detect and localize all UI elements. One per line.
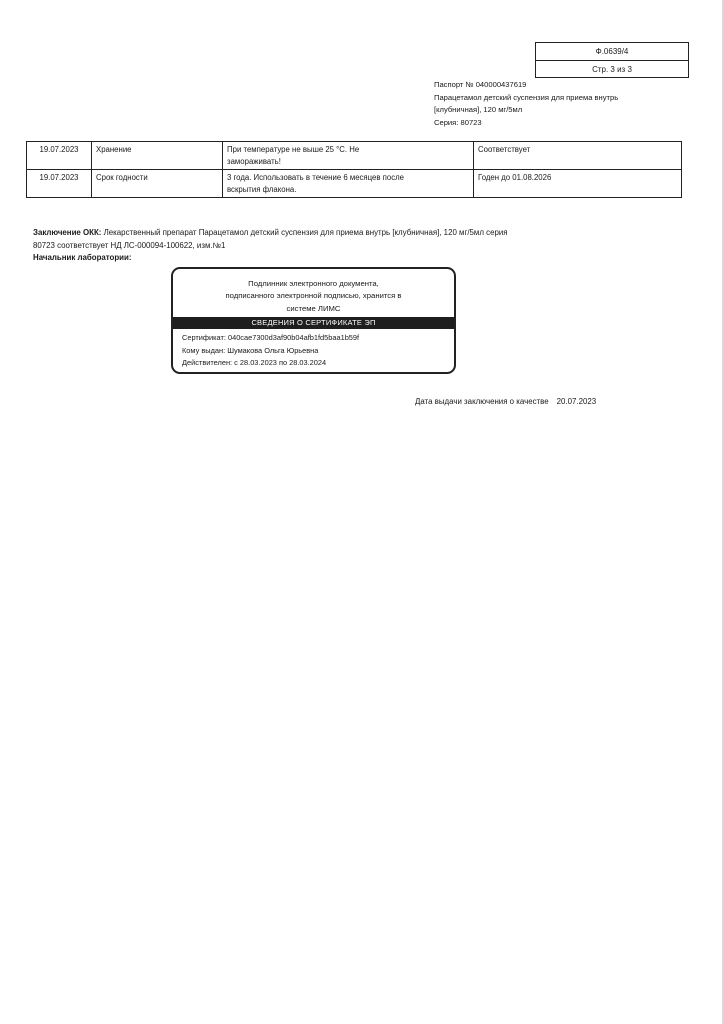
passport-number: Паспорт № 040000437619 [434, 80, 527, 89]
series: Серия: 80723 [434, 117, 482, 127]
stamp-line3: системе ЛИМС [286, 303, 341, 313]
conclusion-line1 [33, 227, 593, 240]
lab-head-label: Начальник лаборатории: [33, 253, 132, 262]
row-parameter: Срок годности [92, 170, 223, 198]
cert-label: Сертификат: [182, 333, 226, 342]
row-requirement [223, 170, 474, 198]
table-row [27, 142, 682, 170]
issue-label: Дата выдачи заключения о качестве [415, 397, 549, 406]
conclusion-text-line1: Лекарственный препарат Парацетамол детский суспензия для приема внутрь [клубничная], 120 мг/5мл серия [101, 228, 508, 237]
page-indicator: Стр. 3 из 3 [536, 60, 688, 78]
passport-info [434, 79, 618, 129]
conclusion [33, 227, 593, 252]
requirement-line1: 3 года. Использовать в течение 6 месяцев после [227, 173, 405, 182]
issue-date: 20.07.2023 [556, 397, 597, 406]
valid-row [182, 357, 359, 370]
signature-stamp [171, 267, 456, 374]
row-date: 19.07.2023 [27, 170, 92, 198]
stamp-details [182, 332, 359, 370]
row-result: Годен до 01.08.2026 [474, 170, 682, 198]
issued-to-label: Кому выдан: [182, 345, 226, 355]
row-parameter: Хранение [92, 142, 223, 170]
row-date: 19.07.2023 [27, 142, 92, 170]
requirement-line2: вскрытия флакона. [227, 184, 297, 194]
product-name-line2: [клубничная], 120 мг/5мл [434, 105, 523, 114]
conclusion-text-line2: 80723 соответствует НД ЛС-000094-100622, изм.№1 [33, 240, 226, 250]
form-code: Ф.0639/4 [595, 47, 629, 56]
product-name-line1: Парацетамол детский суспензия для приема внутрь [434, 92, 619, 102]
issued-to-value: Шумакова Ольга Юрьевна [227, 345, 319, 355]
form-code-box [535, 42, 689, 78]
table-row [27, 170, 682, 198]
row-result: Соответствует [474, 142, 682, 170]
valid-label: Действителен: [182, 358, 233, 368]
issued-to-row [182, 345, 359, 358]
requirement-line1: При температуре не выше 25 °С. Не [227, 145, 360, 154]
requirement-line2: замораживать! [227, 156, 281, 166]
row-requirement [223, 142, 474, 170]
stamp-notice [173, 269, 454, 315]
valid-value: с 28.03.2023 по 28.03.2024 [234, 358, 327, 368]
cert-value: 040cae7300d3af90b04afb1fd5baa1b59f [227, 333, 360, 342]
stamp-line2: подписанного электронной подписью, хранится в [225, 291, 402, 301]
results-table [26, 141, 682, 198]
stamp-line1: Подлинник электронного документа, [248, 279, 379, 288]
conclusion-label: Заключение ОКК: [33, 228, 102, 237]
stamp-header: СВЕДЕНИЯ О СЕРТИФИКАТЕ ЭП [173, 317, 454, 329]
cert-row [182, 332, 359, 345]
issue-date-line [415, 397, 596, 406]
